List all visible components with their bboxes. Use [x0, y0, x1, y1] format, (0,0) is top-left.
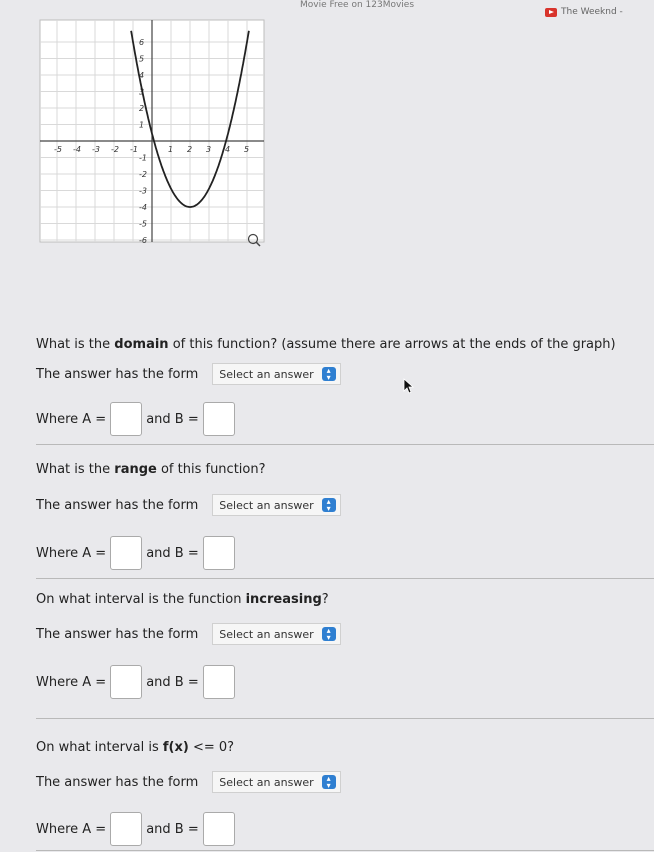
keyword-range: range — [114, 462, 157, 477]
y-tick-label: -1 — [139, 153, 147, 163]
select-arrows-icon: ▴ ▾ — [322, 498, 336, 512]
answer-form-row-increasing — [36, 623, 341, 645]
increasing-a-input[interactable] — [110, 665, 142, 699]
browser-tab-youtube-label: The Weeknd - — [561, 7, 623, 17]
y-tick-label: -4 — [139, 203, 147, 212]
browser-tab-youtube[interactable] — [545, 7, 623, 17]
domain-b-input[interactable] — [203, 402, 235, 436]
answer-form-label: The answer has the form — [36, 626, 199, 642]
y-tick-label: -3 — [139, 186, 147, 196]
and-b-label: and B = — [146, 674, 199, 690]
x-tick-label: -1 — [130, 145, 138, 154]
y-tick-label: -5 — [139, 219, 147, 229]
and-b-label: and B = — [146, 545, 199, 561]
x-tick-label: 4 — [225, 145, 231, 154]
where-a-label: Where A = — [36, 545, 107, 561]
answer-form-label: The answer has the form — [36, 497, 199, 513]
range-form-select[interactable]: Select an answer ▴ ▾ — [212, 494, 340, 516]
x-tick-label: 1 — [168, 145, 174, 154]
where-a-label: Where A = — [36, 821, 107, 837]
answer-form-row-domain — [36, 363, 341, 385]
question-range: What is the range of this function? — [36, 462, 266, 477]
range-b-input[interactable] — [203, 536, 235, 570]
divider — [36, 718, 654, 719]
browser-tab-123movies[interactable]: Movie Free on 123Movies — [300, 0, 415, 10]
x-tick-label: -5 — [54, 145, 62, 154]
y-tick-label: 1 — [139, 120, 145, 130]
keyword-increasing: increasing — [245, 592, 322, 607]
x-tick-label: -4 — [73, 145, 81, 154]
x-tick-label: 5 — [244, 145, 250, 154]
function-graph — [30, 10, 270, 260]
increasing-form-select[interactable]: Select an answer ▴ ▾ — [212, 623, 340, 645]
divider — [36, 578, 654, 579]
question-increasing: On what interval is the function increasing? — [36, 592, 329, 607]
youtube-icon — [545, 8, 557, 17]
y-tick-label: -2 — [139, 170, 147, 179]
x-tick-label: 2 — [187, 145, 193, 154]
x-tick-label: -2 — [111, 145, 119, 154]
y-tick-label: 2 — [139, 104, 145, 113]
domain-a-input[interactable] — [110, 402, 142, 436]
divider — [36, 850, 654, 851]
domain-form-select[interactable]: Select an answer ▴ ▾ — [212, 363, 340, 385]
y-tick-label: -6 — [139, 236, 147, 245]
increasing-b-input[interactable] — [203, 665, 235, 699]
and-b-label: and B = — [146, 411, 199, 427]
select-arrows-icon: ▴ ▾ — [322, 775, 336, 789]
answer-form-label: The answer has the form — [36, 366, 199, 382]
select-arrows-icon: ▴ ▾ — [322, 367, 336, 381]
x-tick-label: -3 — [92, 145, 100, 154]
increasing-ab-row — [36, 665, 239, 699]
nonpositive-ab-row — [36, 812, 239, 846]
where-a-label: Where A = — [36, 411, 107, 427]
nonpositive-b-input[interactable] — [203, 812, 235, 846]
divider — [36, 444, 654, 445]
select-arrows-icon: ▴ ▾ — [322, 627, 336, 641]
y-tick-label: 6 — [139, 38, 145, 47]
question-nonpositive: On what interval is f(x) <= 0? — [36, 740, 235, 755]
x-tick-label: 3 — [206, 145, 212, 154]
keyword-fx: f(x) — [162, 740, 189, 755]
y-tick-label: 5 — [139, 54, 145, 64]
mouse-cursor-icon — [403, 378, 415, 394]
y-tick-label: 4 — [139, 71, 145, 80]
answer-form-label: The answer has the form — [36, 774, 199, 790]
range-a-input[interactable] — [110, 536, 142, 570]
nonpositive-a-input[interactable] — [110, 812, 142, 846]
y-tick-label: 3 — [139, 87, 145, 97]
where-a-label: Where A = — [36, 674, 107, 690]
question-domain: What is the domain of this function? (assume there are arrows at the ends of the graph) — [36, 337, 616, 352]
keyword-domain: domain — [114, 337, 169, 352]
nonpositive-form-select[interactable]: Select an answer ▴ ▾ — [212, 771, 340, 793]
range-ab-row — [36, 536, 239, 570]
answer-form-row-nonpositive — [36, 771, 341, 793]
and-b-label: and B = — [146, 821, 199, 837]
domain-ab-row — [36, 402, 239, 436]
answer-form-row-range — [36, 494, 341, 516]
